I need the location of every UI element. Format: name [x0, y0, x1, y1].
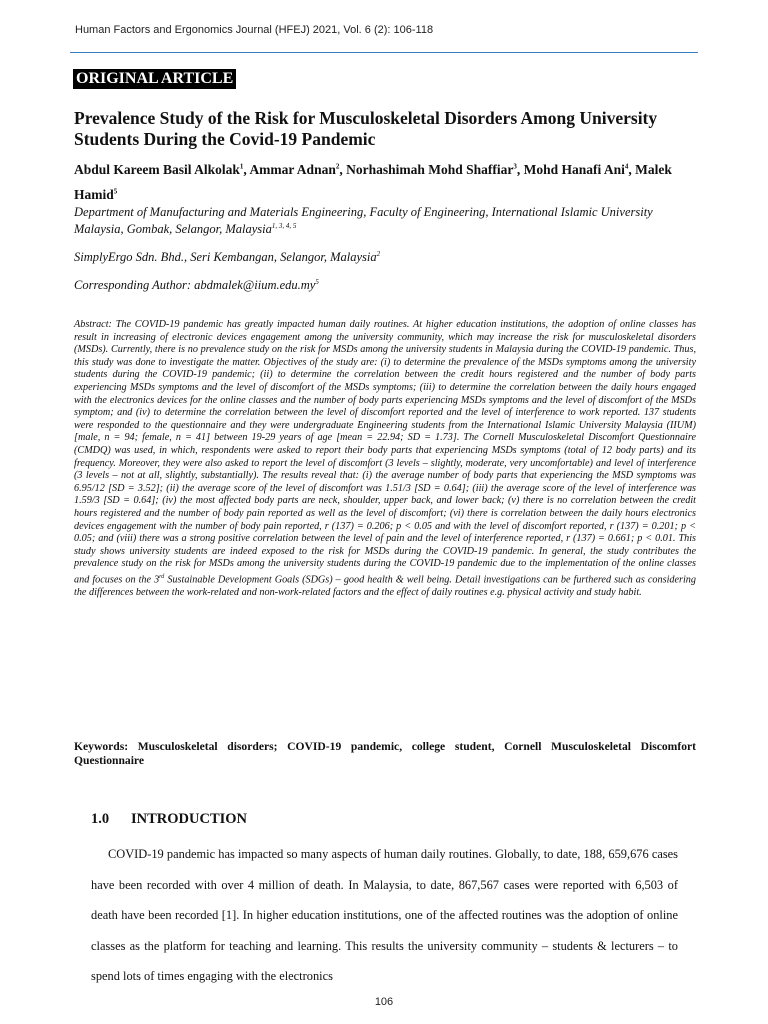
affiliation-sup: 2 [376, 250, 381, 258]
author-sup: 2 [335, 162, 340, 170]
journal-header: Human Factors and Ergonomics Journal (HFEJ) 2021, Vol. 6 (2): 106-118 [75, 24, 434, 36]
author-sup: 4 [624, 162, 629, 170]
author-name: Norhashimah Mohd Shaffiar [346, 161, 514, 177]
author-name: Malek Hamid [74, 161, 672, 202]
keywords: Keywords: Musculoskeletal disorders; COVID-19 pandemic, college student, Cornell Musculoskeletal Discomfort Questionnaire [74, 740, 696, 767]
author [249, 162, 346, 177]
corresponding-text: Corresponding Author: abdmalek@iium.edu.my [74, 278, 316, 293]
author-separator: , [243, 161, 250, 177]
header-divider [70, 52, 698, 53]
affiliation-text: Department of Manufacturing and Materials Engineering, Faculty of Engineering, International Islamic University Malaysia, Gombak, Selangor, Malaysia [74, 205, 653, 237]
affiliation-department [74, 205, 674, 236]
abstract-text-end: Sustainable Development Goals (SDGs) – good health & well being. Detail investigations can be furthered such as considering the differences between the work-related and non-work-related factors and the effect of daily routines e.g. physical activity and study habit. [74, 574, 696, 598]
paper-title: Prevalence Study of the Risk for Musculoskeletal Disorders Among University Students During the Covid-19 Pandemic [74, 108, 658, 149]
author [524, 162, 636, 177]
corresponding-author [74, 275, 674, 292]
author-separator: , [628, 161, 636, 177]
author-list [74, 155, 674, 206]
abstract [74, 319, 696, 599]
intro-paragraph: COVID-19 pandemic has impacted so many aspects of human daily routines. Globally, to date, 188, 659,676 cases have been recorded with over 4 million of death. In Malaysia, to date, 867,567 cases were reported with 6,503 of death have been recorded [1]. In higher education institutions, one of the affected routines was the adoption of online classes as the platform for teaching and learning. This results the university community – students & lecturers – to spend lots of times engaging with the electronics [91, 847, 678, 983]
abstract-sup: rd [159, 573, 165, 580]
section-title: INTRODUCTION [131, 811, 248, 827]
author-name: Mohd Hanafi Ani [523, 161, 625, 177]
abstract-text: Abstract: The COVID-19 pandemic has greatly impacted human daily routines. At higher education institutions, the adoption of online classes has result in increasing of electronic devices engagement among the university community, which may increase the risk for musculoskeletal disorders (MSDs). Currently, there is no prevalence study on the risk for MSDs among the university students in Malaysia during the COVID-19 pandemic. Thus, this study was done to investigate the matter. Objectives of the study are: (i) to determine the prevalence of the MSDs symptoms among the university students during the COVID-19 pandemic; (ii) to determine the correlation between the credit hours registered and the number of body parts experiencing MSDs symptoms and the level of discomfort of the MSDs symptoms; (iii) to determine the correlation between the daily hours engaged with the electronics devices for the online classes and the number of body parts experiencing MSDs symptoms and the level of discomfort of the MSDs symptom; and (iv) to determine the correlation between the level of discomfort reported and the level of interference to work reported. 137 students were responded to the questionnaire and they were undergraduate Engineering students from the International Islamic University Malaysia (IIUM) [male, n = 94; female, n = 41] between 19-29 years of age [mean = 22.94; SD = 1.73]. The Cornell Musculoskeletal Discomfort Questionnaire (CMDQ) was used, in which, respondents were asked to report their body parts that experiencing MSDs symptoms (total of 12 body parts) and its frequency. Moreover, they were also asked to report the level of discomfort (3 levels – slightly, moderate, very uncomfortable) and level of interference (3 levels – not at all, slightly, substantially). The results reveal that: (i) the average number of body parts that experiencing the MSD symptoms was 6.95/12 [SD = 3.52]; (ii) the average score of the level of discomfort was 1.51/3 [SD = 0.64]; (iii) the average score of the level of interference was 1.59/3 [SD = 0.64]; (iv) the most affected body parts are neck, shoulder, upper back, and lower back; (v) there is no correlation between the credit hours registered and the number of body pain reported as well as the level of discomfort; (vi) there is correlation between the daily hours electronics devices engagement with the number of body pain reported, r (137) = 0.206; p < 0.05 and with the level of discomfort reported, r (137) = 0.201; p < 0.05; and (viii) there was a strong positive correlation between the level of pain and the level of interference reported, r (137) = 0.661; p < 0.01. This study shows university students are indeed exposed to the risk for MSDs during the COVID-19 pandemic. In general, the study contributes the prevalence study on the risk for MSDs among the university students during the COVID-19 pandemic due to the implementation of the online classes and focuses on the 3 [74, 319, 696, 586]
author-name: Ammar Adnan [249, 161, 336, 177]
author-sup: 1 [239, 162, 244, 170]
article-type-badge: ORIGINAL ARTICLE [73, 69, 236, 89]
corresponding-sup: 5 [315, 278, 319, 286]
page-number: 106 [374, 996, 394, 1008]
author-sup: 3 [513, 162, 517, 170]
affiliation-company [74, 247, 674, 264]
author [346, 162, 524, 177]
author [74, 162, 249, 177]
author-separator: , [516, 161, 524, 177]
author-name: Abdul Kareem Basil Alkolak [74, 161, 240, 177]
affiliation-text: SimplyErgo Sdn. Bhd., Seri Kembangan, Selangor, Malaysia [74, 250, 377, 265]
section-heading [91, 811, 247, 828]
author-sup: 5 [113, 187, 118, 196]
affiliation-sup: 1, 3, 4, 5 [271, 222, 297, 230]
author-separator: , [339, 161, 347, 177]
section-number: 1.0 [91, 811, 110, 827]
